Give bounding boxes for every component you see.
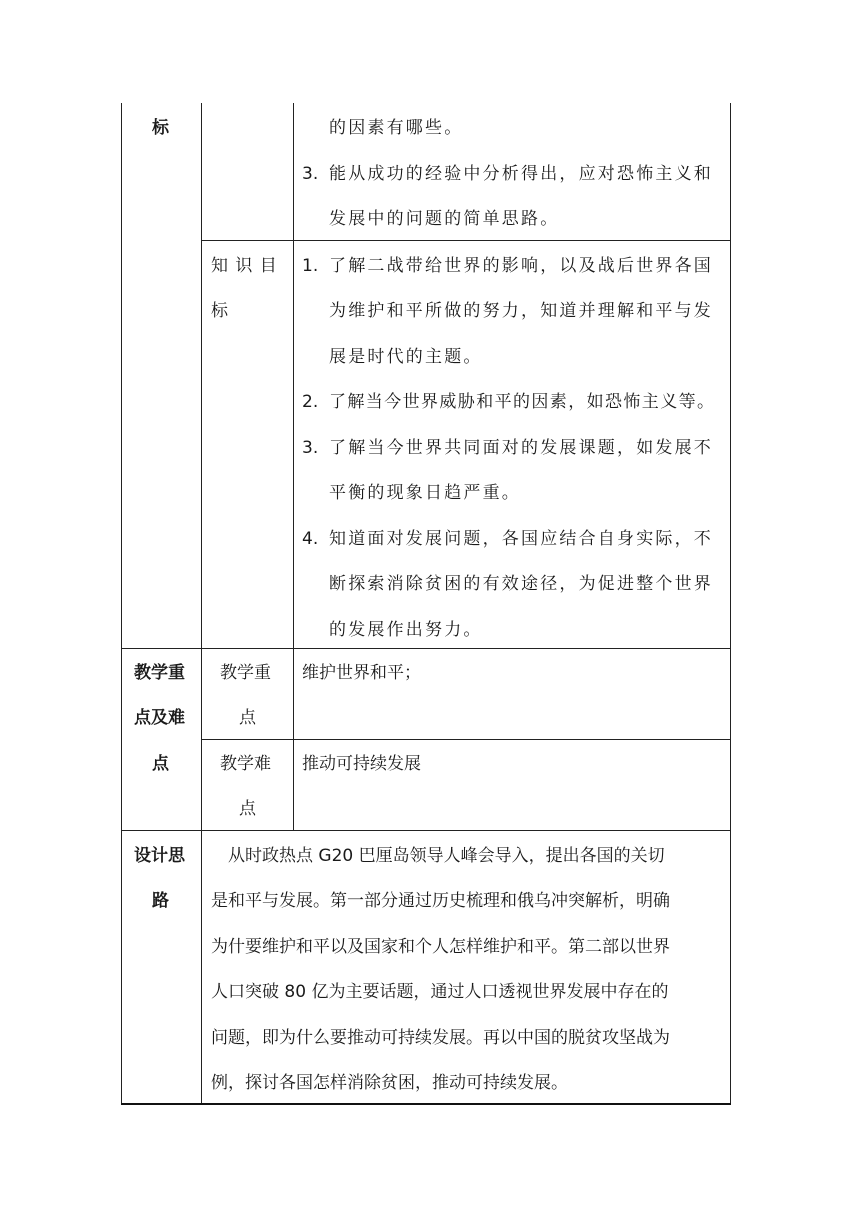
design-line-5: 问题，即为什么要推动可持续发展。再以中国的脱贫攻坚战为	[211, 1028, 670, 1048]
knowledge-item1-line1: 了解二战带给世界的影响，以及战后世界各国	[329, 256, 713, 276]
design-label-line2: 路	[152, 891, 169, 911]
ability-item-continuation: 的因素有哪些。	[329, 118, 464, 138]
focus-label-line2: 点及难	[134, 708, 185, 728]
row-divider-difficult	[201, 739, 731, 740]
ability-item3-number: 3.	[302, 164, 319, 184]
row-divider-design	[121, 830, 731, 831]
design-line-4: 人口突破 80 亿为主要话题，通过人口透视世界发展中存在的	[211, 982, 669, 1002]
knowledge-item1-line3: 展是时代的主题。	[329, 347, 483, 367]
table-divider-col1	[201, 103, 202, 1104]
knowledge-item1-number: 1.	[302, 256, 319, 276]
table-border-bottom	[121, 1103, 731, 1105]
design-line-3: 为什要维护和平以及国家和个人怎样维护和平。第二部以世界	[211, 937, 670, 957]
knowledge-goal-label-line1: 知 识 目	[211, 256, 278, 276]
difficult-point-label-line1: 教学难	[220, 754, 271, 774]
knowledge-item3-line1: 了解当今世界共同面对的发展课题，如发展不	[329, 438, 713, 458]
focus-label-line3: 点	[152, 754, 169, 774]
key-point-label-line2: 点	[239, 708, 256, 728]
table-divider-col2-upper	[293, 103, 294, 648]
goal-label-tail: 标	[152, 118, 169, 138]
design-line-6: 例，探讨各国怎样消除贫困，推动可持续发展。	[211, 1073, 568, 1093]
knowledge-item1-line2: 为维护和平所做的努力，知道并理解和平与发	[329, 301, 713, 321]
difficult-point-label-line2: 点	[239, 799, 256, 819]
knowledge-item4-number: 4.	[302, 529, 319, 549]
design-line-1: 从时政热点 G20 巴厘岛领导人峰会导入，提出各国的关切	[211, 846, 665, 866]
design-label-line1: 设计思	[134, 846, 185, 866]
knowledge-item3-line2: 平衡的现象日趋严重。	[329, 483, 521, 503]
key-point-label-line1: 教学重	[220, 663, 271, 683]
table-border-right	[730, 103, 731, 1104]
knowledge-goal-label-line2: 标	[211, 301, 228, 321]
design-line-2: 是和平与发展。第一部分通过历史梳理和俄乌冲突解析，明确	[211, 891, 670, 911]
knowledge-item4-line1: 知道面对发展问题，各国应结合自身实际，不	[329, 529, 713, 549]
knowledge-item3-number: 3.	[302, 438, 319, 458]
difficult-point-content: 推动可持续发展	[302, 754, 421, 774]
knowledge-item2-number: 2.	[302, 392, 319, 412]
knowledge-item2-line1: 了解当今世界威胁和平的因素，如恐怖主义等。	[329, 392, 716, 412]
ability-item3-line1: 能从成功的经验中分析得出，应对恐怖主义和	[329, 164, 713, 184]
knowledge-item4-line3: 的发展作出努力。	[329, 620, 483, 640]
row-divider-knowledge	[201, 240, 731, 241]
row-divider-focus	[121, 648, 731, 649]
key-point-content: 维护世界和平；	[302, 663, 421, 683]
table-border-left	[121, 103, 122, 1104]
knowledge-item4-line2: 断探索消除贫困的有效途径，为促进整个世界	[329, 574, 713, 594]
focus-label-line1: 教学重	[134, 663, 185, 683]
ability-item3-line2: 发展中的问题的简单思路。	[329, 209, 560, 229]
